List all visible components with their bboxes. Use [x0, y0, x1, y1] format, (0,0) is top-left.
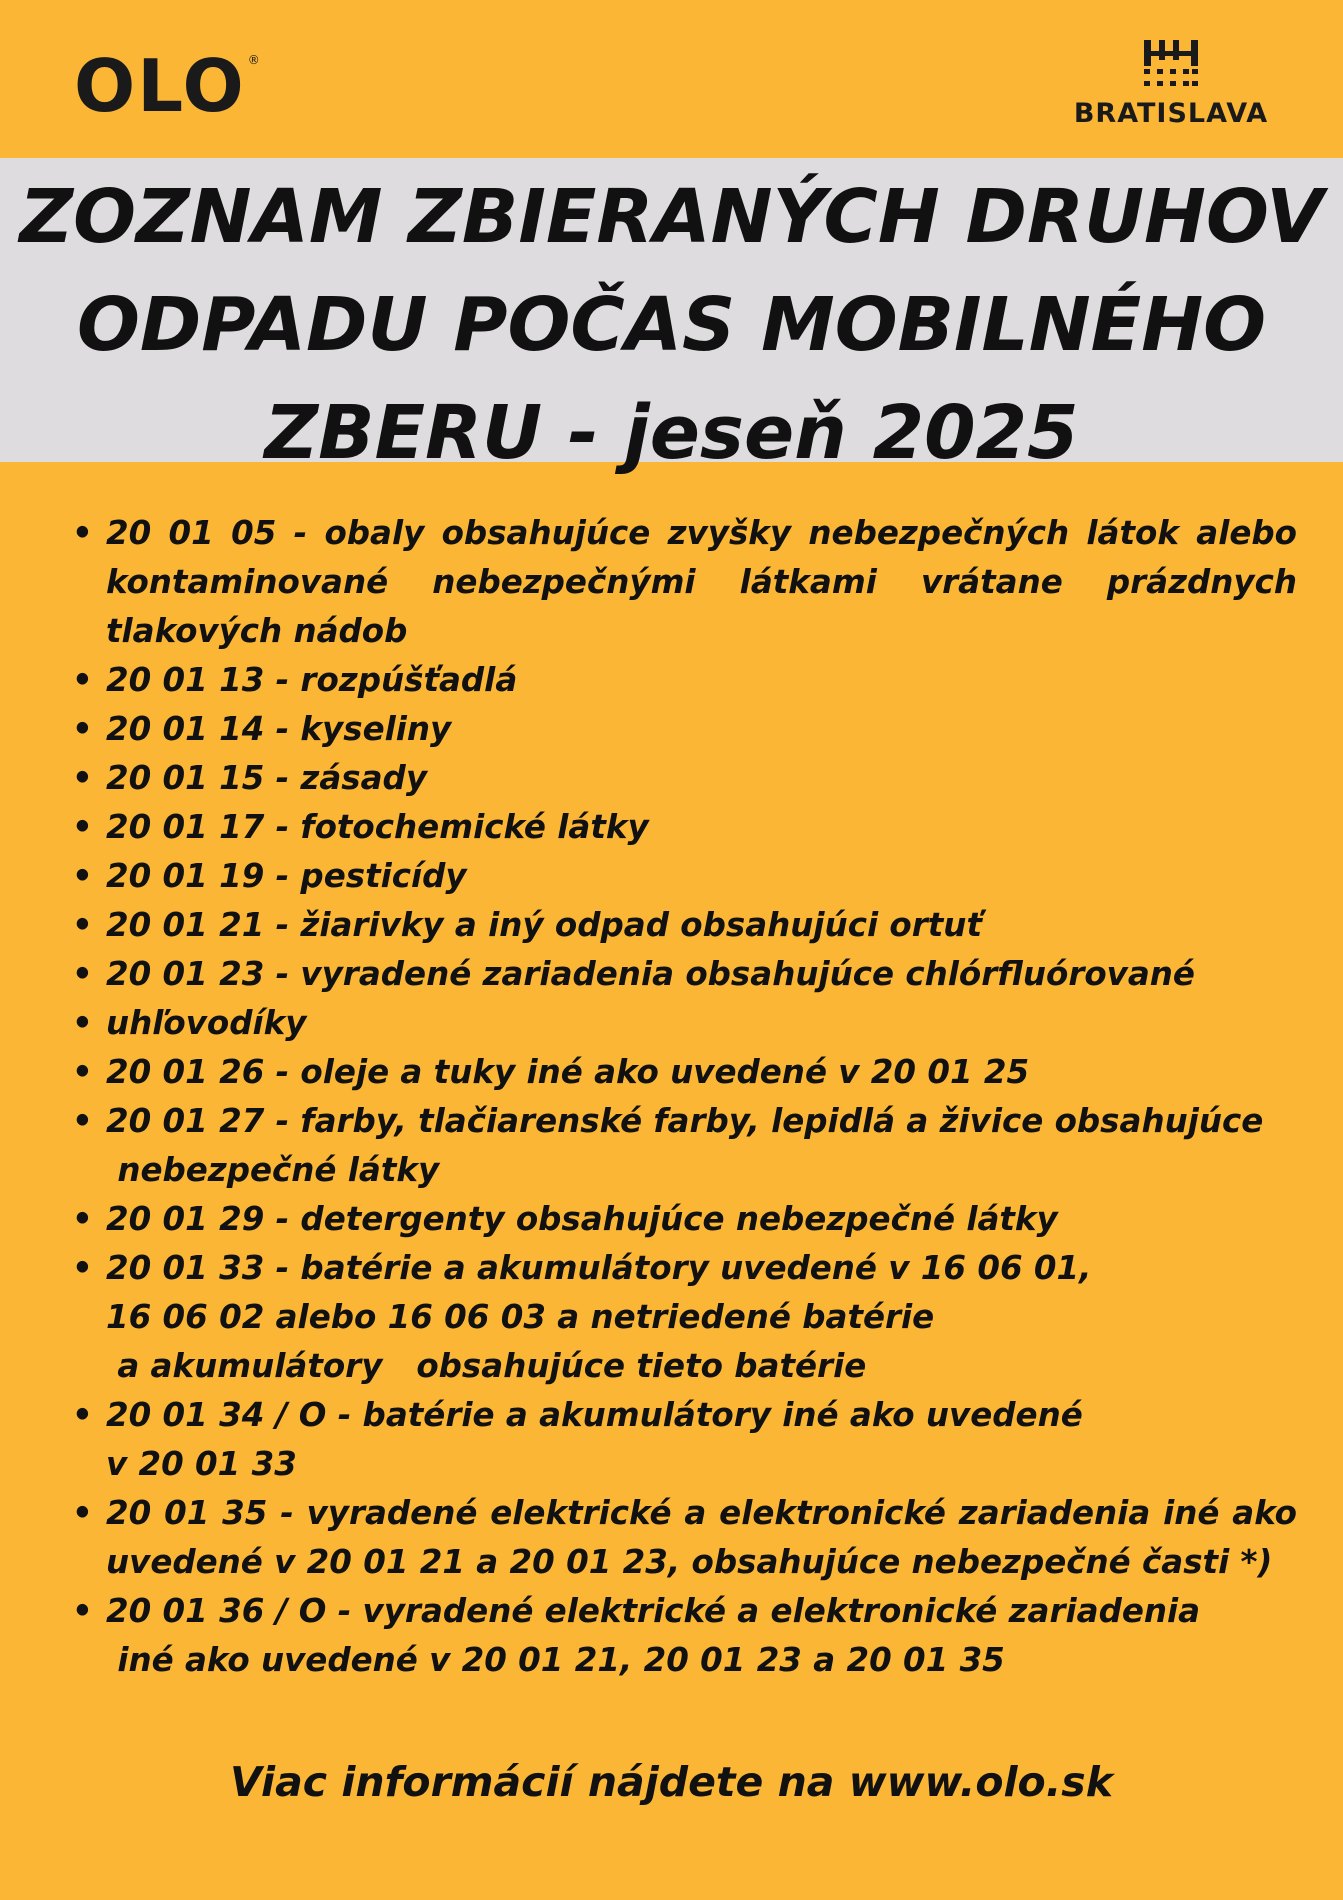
- list-item: [72, 754, 1297, 803]
- title-line: ZBERU - jeseň 2025: [264, 390, 1079, 476]
- olo-logo-text: OLO: [74, 44, 246, 128]
- list-item-line: iné ako uvedené v 20 01 21, 20 01 23 a 20 01 35: [106, 1641, 1005, 1679]
- title-line: ZOZNAM ZBIERANÝCH DRUHOV: [19, 174, 1324, 260]
- footer-info-link[interactable]: Viac informácií nájdete na www.olo.sk: [230, 1758, 1113, 1806]
- list-item: [72, 999, 1297, 1048]
- list-item: [72, 950, 1297, 999]
- list-item-line: • 20 01 19 - pesticídy: [106, 857, 467, 895]
- registered-mark: ®: [247, 53, 262, 67]
- list-item-line: • uhľovodíky: [106, 1004, 307, 1042]
- list-item-line: • 20 01 05 - obaly obsahujúce zvyšky nebezpečných látok alebo: [106, 514, 1297, 552]
- list-item-line: • 20 01 34 / O - batérie a akumulátory iné ako uvedené: [106, 1396, 1083, 1434]
- list-item: [72, 852, 1297, 901]
- list-item: [72, 1195, 1297, 1244]
- bratislava-castle-icon: [1142, 40, 1200, 90]
- list-item: [72, 705, 1297, 754]
- bratislava-logo: [1051, 40, 1291, 129]
- list-item-line: • 20 01 33 - batérie a akumulátory uvedené v 16 06 01,: [106, 1249, 1092, 1287]
- list-item-line: • 20 01 15 - zásady: [106, 759, 428, 797]
- list-item-line: nebezpečné látky: [106, 1151, 440, 1189]
- page-title: [0, 163, 1343, 487]
- list-item-line: • 20 01 14 - kyseliny: [106, 710, 452, 748]
- title-line: ODPADU POČAS MOBILNÉHO: [76, 282, 1267, 368]
- list-item-line: • 20 01 36 / O - vyradené elektrické a elektronické zariadenia: [106, 1592, 1201, 1630]
- list-item-line: • 20 01 17 - fotochemické látky: [106, 808, 649, 846]
- list-item: [72, 901, 1297, 950]
- list-item: [72, 1587, 1297, 1685]
- list-item: [72, 1097, 1297, 1195]
- list-item-line: kontaminované nebezpečnými látkami vrátane prázdnych: [106, 563, 1297, 601]
- olo-logo: [74, 44, 262, 128]
- list-item-line: • 20 01 23 - vyradené zariadenia obsahujúce chlórfluórované: [106, 955, 1195, 993]
- list-item-line: v 20 01 33: [106, 1445, 297, 1483]
- list-item: [72, 803, 1297, 852]
- list-item-line: uvedené v 20 01 21 a 20 01 23, obsahujúce nebezpečné časti *): [106, 1543, 1273, 1581]
- waste-list: [72, 509, 1297, 1685]
- list-item: [72, 1489, 1297, 1587]
- list-item-line: 16 06 02 alebo 16 06 03 a netriedené batérie: [106, 1298, 935, 1336]
- list-item-line: • 20 01 27 - farby, tlačiarenské farby, lepidlá a živice obsahujúce: [106, 1102, 1264, 1140]
- list-item-line: • 20 01 21 - žiarivky a iný odpad obsahujúci ortuť: [106, 906, 982, 944]
- list-item: [72, 656, 1297, 705]
- bratislava-label: BRATISLAVA: [1073, 98, 1269, 129]
- list-item-line: • 20 01 29 - detergenty obsahujúce nebezpečné látky: [106, 1200, 1058, 1238]
- list-item-line: a akumulátory obsahujúce tieto batérie: [106, 1347, 867, 1385]
- list-item: [72, 1048, 1297, 1097]
- list-item-line: tlakových nádob: [106, 612, 408, 650]
- list-item: [72, 1244, 1297, 1391]
- list-item: [72, 1391, 1297, 1489]
- list-item: [72, 509, 1297, 656]
- list-item-line: • 20 01 26 - oleje a tuky iné ako uvedené v 20 01 25: [106, 1053, 1030, 1091]
- list-item-line: • 20 01 13 - rozpúšťadlá: [106, 661, 518, 699]
- list-item-line: • 20 01 35 - vyradené elektrické a elektronické zariadenia iné ako: [106, 1494, 1297, 1532]
